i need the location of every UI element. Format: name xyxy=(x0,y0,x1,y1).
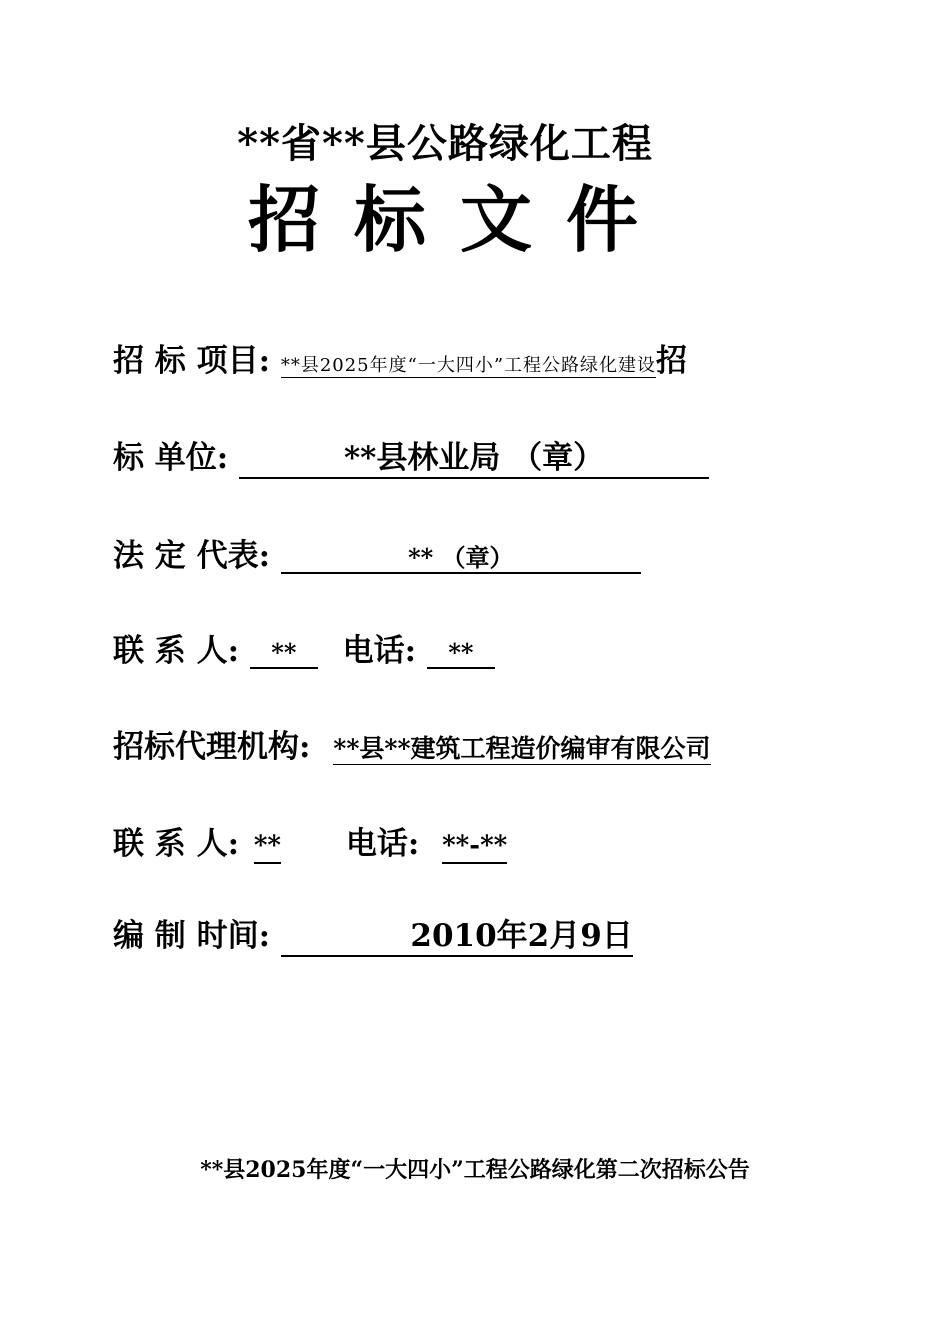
contact2-label: 联 系 人: xyxy=(113,826,240,862)
contact1-label: 联 系 人: xyxy=(113,633,240,669)
row-project xyxy=(113,335,687,380)
date-value: 2010年2月9日 xyxy=(281,919,633,957)
document-title-line1: **省**县公路绿化工程 xyxy=(237,120,653,167)
phone2-value: **-** xyxy=(442,832,507,864)
date-label: 编 制 时间: xyxy=(113,918,271,954)
project-trailing: 招 xyxy=(656,343,688,379)
contact2-value: ** xyxy=(254,832,281,864)
row-agency xyxy=(113,721,711,766)
unit-label: 标 单位: xyxy=(113,440,229,476)
project-value: **县2025年度“一大四小”工程公路绿化建设 xyxy=(280,355,657,376)
legal-label: 法 定 代表: xyxy=(113,538,271,574)
document-title-main: 招标文件 xyxy=(247,177,672,262)
row-unit xyxy=(113,432,709,479)
phone1-label: 电话: xyxy=(342,633,417,669)
project-label: 招 标 项目: xyxy=(113,343,271,379)
agency-label: 招标代理机构: xyxy=(113,729,311,765)
row-contact1 xyxy=(113,625,495,670)
legal-value: ** （章） xyxy=(281,544,641,574)
footer-notice: **县2025年度“一大四小”工程公路绿化第二次招标公告 xyxy=(200,1157,750,1183)
row-contact2 xyxy=(113,818,507,864)
agency-value: **县**建筑工程造价编审有限公司 xyxy=(333,734,711,763)
row-date xyxy=(113,910,633,957)
unit-value: **县林业局 （章） xyxy=(239,441,709,479)
contact1-value: ** xyxy=(250,639,318,669)
phone1-value: ** xyxy=(427,639,495,669)
row-legal xyxy=(113,530,641,575)
phone2-label: 电话: xyxy=(345,826,420,862)
